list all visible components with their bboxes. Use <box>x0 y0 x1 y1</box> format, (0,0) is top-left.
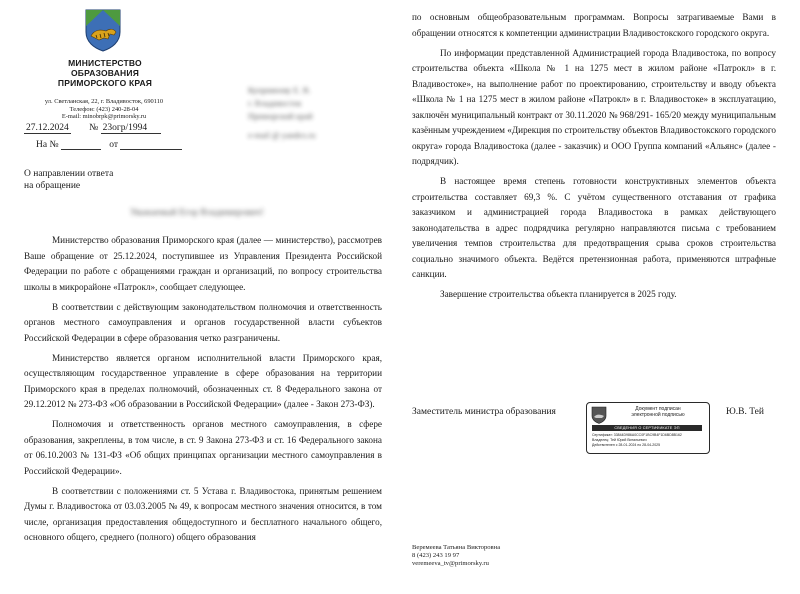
signatory-title: Заместитель министра образования <box>412 407 556 417</box>
recipient-block: Куприянову Е. В. г. Владивосток Приморский край e-mail @ yandex.ru <box>248 85 316 140</box>
coat-of-arms-icon <box>591 406 607 424</box>
stamp-certificate-line: Сертификат: 33844D986A0CC0F1BC9B4F1D6BD8B162 <box>592 433 682 437</box>
stamp-heading: Документ подписан электронной подписью <box>631 406 685 418</box>
paragraph: В соответствии с действующим законодательством полномочия и ответственность органов местного самоуправления и органов государственной власти субъектов Российской Федерации в сфере образования четко разграничены. <box>24 301 382 343</box>
letter-date: 27.12.2024 <box>26 123 69 133</box>
letter-number: 23огр/1994 <box>101 123 162 134</box>
signatory-name: Ю.В. Тей <box>726 407 764 417</box>
stamp-owner-line: Владелец: Тей Юрий Витальевич <box>592 438 647 442</box>
paragraph: По информации представленной Администрацией города Владивостока, по вопросу строительства объекта «Школа № 1 на 1275 мест в жилом районе «Патрокл» в г. Владивостоке», на выполнение работ по проектированию, строительству и вводу объекта «Школа № 1 на 1275 мест в жилом районе «Патрокл» в г. Владивостоке» в эксплуатацию, заключён муниципальный контракт от 30.11.2020 № 968/291- 165/20 между муниципальным казённым учреждением «Дирекция по строительству объектов Владивостокского городского округа» города Владивостока (далее - заказчик) и ООО Группа компаний «Альянс» (далее - подрядчик). <box>412 47 776 166</box>
paragraph: В соответствии с положениями ст. 5 Устава г. Владивостока, принятым решением Думы г. Владивостока от 03.03.2005 № 49, к вопросам местного значения относится, в том числе, организация предоставления общедоступного и бесплатного начального общего, основного общего, среднего (полного) общего образования <box>24 485 382 542</box>
paragraph: Министерство является органом исполнительной власти Приморского края, осуществляющим государственное управление в сфере образования на территории Приморского края в пределах полномочий, обозначенных ст. 8 Федерального закона от 29.12.2012 № 273-ФЗ «Об образовании в Российской Федерации» (далее - Закон 273-ФЗ). <box>24 352 382 409</box>
paragraph: Завершение строительства объекта планируется в 2025 году. <box>440 289 677 299</box>
org-contacts: ул. Светланская, 22, г. Владивосток, 690110 Телефон: (423) 240-28-04 E-mail: minobrpk@primorsky.ru <box>44 98 164 121</box>
paragraph: по основным общеобразовательным программам. Вопросы затрагиваемые Вами в обращении относятся к компетенции администрации Владивостокского городского округа. <box>412 12 776 38</box>
stamp-certificate-bar: СВЕДЕНИЯ О СЕРТИФИКАТЕ ЭП <box>592 425 702 431</box>
coat-of-arms-icon <box>84 8 122 52</box>
paragraph: Полномочия и ответственность органов местного самоуправления, в сфере образования, закреплены, в том числе, в ст. 9 Закона 273-ФЗ и ст. 16 Федерального закона от 06.10.2003 № 131-ФЗ «Об общих принципах организации местного самоуправления в Российской Федерации». <box>24 419 382 476</box>
paragraph: Министерство образования Приморского края (далее — министерство), рассмотрев Ваше обращение от 25.12.2024, поступившее из Управления Президента Российской Федерации по работе с обращениями граждан и организаций, по вопросу строительства школы в микрорайоне «Патрокл», сообщает следующее. <box>24 235 382 292</box>
letter-body-left <box>24 233 382 550</box>
stamp-validity-line: Действителен с 28-01-2024 по 28-04-2025 <box>592 443 661 447</box>
registration-line: 27.12.2024 № 23огр/1994 <box>24 123 161 133</box>
executor-block: Веремеева Татьяна Викторовна 8 (423) 243 19 97 veremeeva_tv@primorsky.ru <box>412 544 501 567</box>
letter-body-right <box>412 10 776 307</box>
letter-subject: О направлении ответа на обращение <box>24 169 114 191</box>
org-title: МИНИСТЕРСТВО ОБРАЗОВАНИЯ ПРИМОРСКОГО КРАЯ <box>57 58 153 88</box>
paragraph: В настоящее время степень готовности конструктивных элементов объекта строительства составляет 69,3 %. С учётом существенного отставания от графика заказчиком и администрацией города Владивостока в рамках действующего законодательства в адрес подрядчика регулярно направляются письма с требованием увеличения темпов строительства для предотвращения срыва сроков строительства социально значимого объекта. Ведётся претензионная работа, применяются штрафные санкции. <box>412 176 776 279</box>
reference-line: На № от <box>36 140 182 150</box>
electronic-signature-stamp <box>586 402 710 454</box>
greeting: Уважаемый Егор Владимирович! <box>130 208 264 218</box>
